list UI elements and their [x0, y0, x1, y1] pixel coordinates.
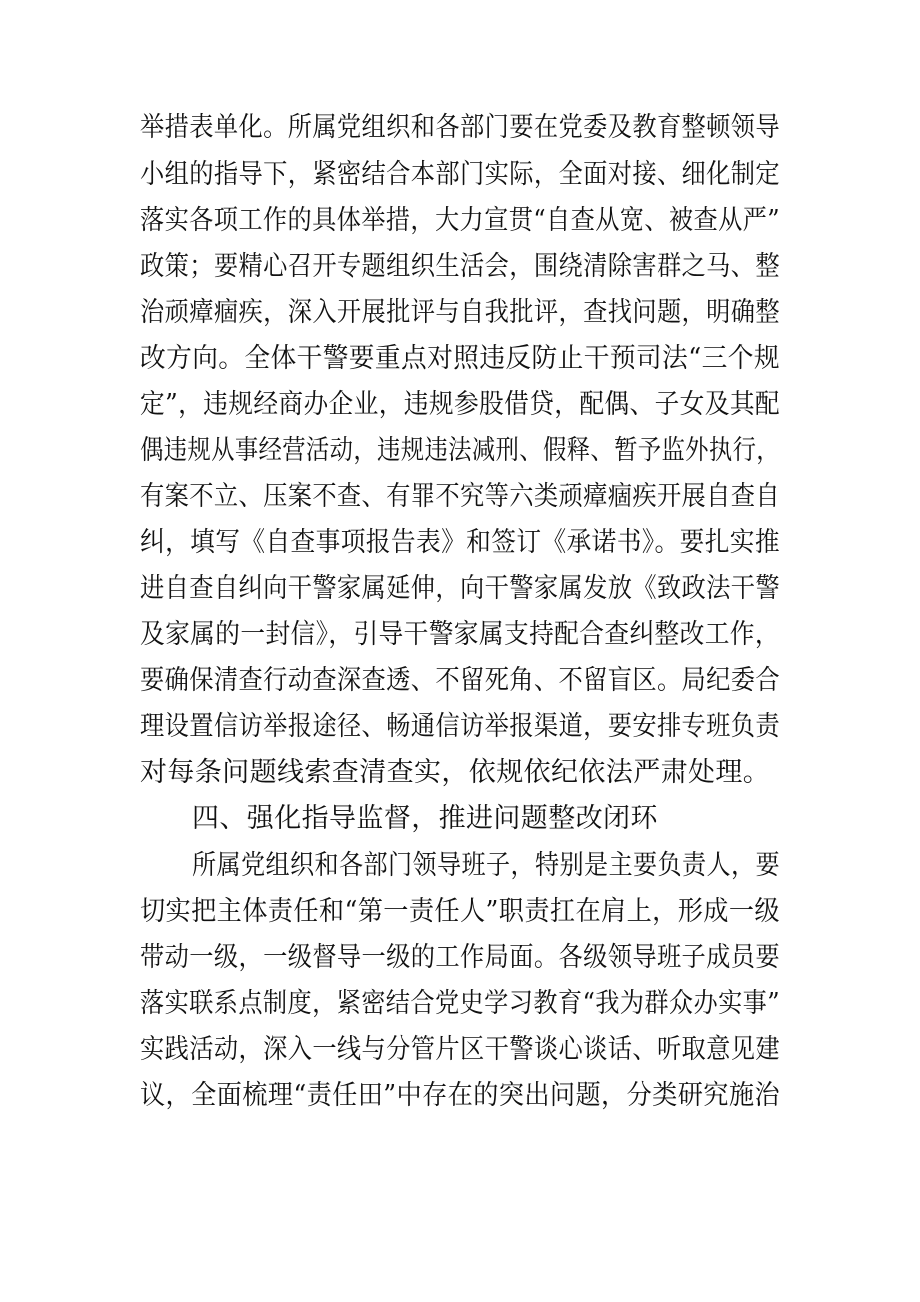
section-heading	[0, 796, 920, 842]
text-line	[0, 152, 920, 198]
line-text: 小组的指导下，紧密结合本部门实际，全面对接、细化制定	[140, 159, 781, 190]
text-line	[0, 474, 920, 520]
line-text: 改方向。全体干警要重点对照违反防止干预司法“三个规	[140, 343, 780, 374]
text-line	[0, 198, 920, 244]
text-line	[0, 889, 920, 935]
line-text: 带动一级，一级督导一级的工作局面。各级领导班子成员要	[140, 942, 781, 973]
line-text: 政策；要精心召开专题组织生活会，围绕清除害群之马、整	[140, 251, 781, 282]
line-text: 进自查自纠向干警家属延伸，向干警家属发放《致政法干警	[140, 573, 781, 604]
line-text: 议，全面梳理“责任田”中存在的突出问题，分类研究施治	[140, 1080, 780, 1111]
text-line	[0, 704, 920, 750]
text-line	[0, 428, 920, 474]
line-text: 实践活动，深入一线与分管片区干警谈心谈话、听取意见建	[140, 1034, 781, 1065]
text-line	[0, 658, 920, 704]
line-text: 理设置信访举报途径、畅通信访举报渠道，要安排专班负责	[140, 711, 781, 742]
line-text: 切实把主体责任和“第一责任人”职责扛在肩上，形成一级	[140, 896, 780, 927]
line-text: 对每条问题线索查清查实，依规依纪依法严肃处理。	[140, 757, 771, 788]
text-line	[0, 843, 920, 889]
text-line	[0, 520, 920, 566]
text-line	[0, 244, 920, 290]
text-line	[0, 336, 920, 382]
line-text: 要确保清查行动查深查透、不留死角、不留盲区。局纪委合	[140, 665, 781, 696]
text-line	[0, 612, 920, 658]
text-line	[0, 382, 920, 428]
line-text: 有案不立、压案不查、有罪不究等六类顽瘴痼疾开展自查自	[140, 481, 781, 512]
line-text: 落实各项工作的具体举措，大力宣贯“自查从宽、被查从严”	[140, 205, 780, 236]
line-text: 治顽瘴痼疾，深入开展批评与自我批评，查找问题，明确整	[140, 297, 781, 328]
text-line	[0, 935, 920, 981]
text-line	[0, 105, 920, 151]
line-text: 定”，违规经商办企业，违规参股借贷，配偶、子女及其配	[140, 389, 780, 420]
text-line	[0, 290, 920, 336]
line-text: 落实联系点制度，紧密结合党史学习教育“我为群众办实事”	[140, 988, 780, 1019]
line-text: 所属党组织和各部门领导班子，特别是主要负责人，要	[192, 850, 780, 881]
text-line	[0, 566, 920, 612]
text-line	[0, 750, 920, 796]
text-line	[0, 981, 920, 1027]
line-text: 举措表单化。所属党组织和各部门要在党委及教育整顿领导	[140, 112, 781, 143]
text-line	[0, 1027, 920, 1073]
line-text: 纠，填写《自查事项报告表》和签订《承诺书》。要扎实推	[140, 527, 780, 558]
line-text: 及家属的一封信》，引导干警家属支持配合查纠整改工作，	[140, 619, 780, 650]
line-text: 偶违规从事经营活动，违规违法减刑、假释、暂予监外执行，	[140, 435, 781, 466]
heading-text: 四、强化指导监督，推进问题整改闭环	[192, 803, 658, 834]
text-line	[0, 1073, 920, 1119]
